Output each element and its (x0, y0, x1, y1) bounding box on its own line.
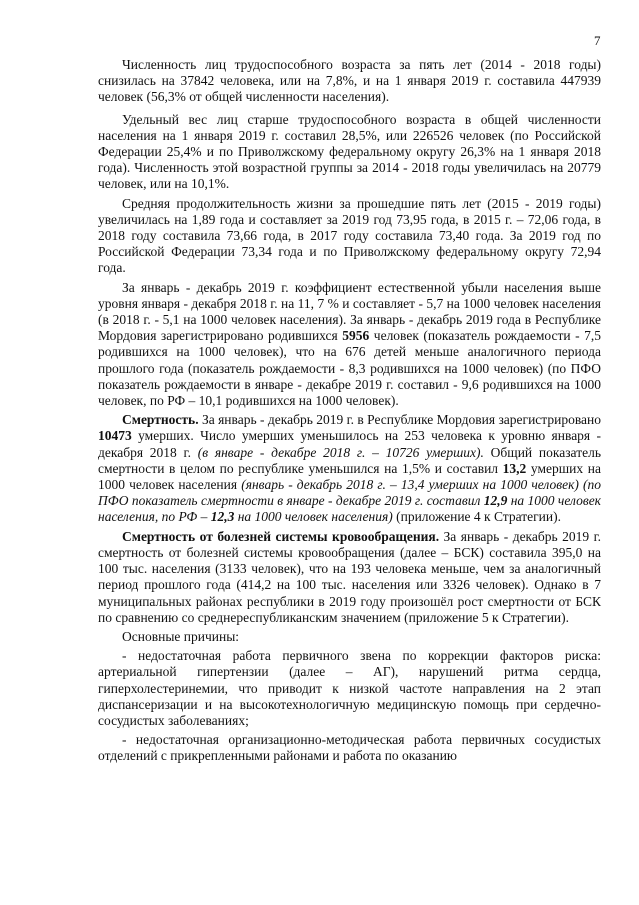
list-item-vascular-departments: - недостаточная организационно-методическая работа первичных сосудистых отделений с прикрепленными районами и работа по оказанию (98, 732, 601, 764)
pfo-mortality-rate: 12,9 (483, 493, 508, 509)
paragraph-mortality (98, 412, 601, 525)
text-run: За январь - декабрь 2019 г. коэффициент естественной убыли населения выше уровня января - декабря 2018 г. на 11, 7 % и составляет - 5,7 на 1000 человек населения (в 2018 г. - 5,1 на 1000 человек населения). За январь - декабрь 2019 года в Республике Мордовия зарегистрировано родившихся (98, 279, 601, 344)
page-number: 7 (594, 33, 601, 48)
paragraph-natural-decrease (98, 280, 601, 410)
circulatory-heading: Смертность от болезней системы кровообращения. (122, 528, 440, 544)
births-count: 5956 (342, 328, 370, 344)
paragraph-circulatory-mortality (98, 529, 601, 626)
mortality-rate: 13,2 (502, 460, 527, 476)
italic-run: на 1000 человек населения) (234, 509, 393, 525)
paragraph-main-causes: Основные причины: (122, 628, 240, 644)
text-run: (приложение 4 к Стратегии). (392, 509, 562, 525)
italic-run: на 1000 человек населения, по РФ – (98, 493, 601, 525)
text-run: человек (показатель рождаемости - 7,5 родившихся на 1000 человек), что на 676 детей меньше аналогичного периода прошлого года (показатель рождаемости - 8,3 родившихся на 1000 человек) (по ПФО показатель рождаемости в январе - декабре 2019 г. составил - 9,6 родившихся на 1000 человек, по РФ – 10,1 родившихся на 1000 человек). (98, 328, 602, 409)
rf-mortality-rate: 12,3 (210, 509, 235, 525)
text-run: умерших на 1000 человек населения (98, 460, 601, 493)
list-item-primary-care: - недостаточная работа первичного звена по коррекции факторов риска: артериальной гипертензии (далее – АГ), нарушений ритма сердца, гиперхолестеринемии, что приводит к низкой частоте направления на 2 этап диспансеризации и на высокотехнологичную медицинскую помощь при сердечно-сосудистых заболеваниях; (98, 648, 601, 728)
paragraph-life-expectancy: Средняя продолжительность жизни за прошедшие пять лет (2015 - 2019 годы) увеличилась на 1,89 года и составляет за 2019 год 73,95 года, в 2015 г. – 72,06 года, в 2018 году составила 73,66 года, в 2017 году составила 73,40 года. За 2019 год по Российской Федерации 73,34 года и по Приволжскому федеральному округу 72,94 года. (98, 195, 601, 276)
italic-run: (январь - декабрь 2018 г. – 13,4 умерших на 1000 человек) (по ПФО показатель смертности в январе - декабре 2019 г. составил (98, 477, 601, 509)
italic-run: (в январе - декабре 2018 г. – 10726 умерших). (197, 444, 484, 460)
paragraph-elderly-share: Удельный вес лиц старше трудоспособного возраста в общей численности населения на 1 января 2019 г. составил 28,5%, или 226526 человек (по Российской Федерации 25,4% и по Приволжскому федеральному округу 26,3% на 1 января 2018 года). Численность этой возрастной группы за 2014 - 2018 годы увеличилась на 20779 человек, или на 10,1%. (98, 111, 601, 192)
mortality-heading: Смертность. (122, 412, 199, 428)
paragraph-working-age: Численность лиц трудоспособного возраста за пять лет (2014 - 2018 годы) снизилась на 37842 человека, или на 7,8%, и на 1 января 2019 г. составила 447939 человек (56,3% от общей численности населения). (98, 57, 601, 105)
deaths-count: 10473 (98, 428, 132, 444)
text-run: Общий показатель смертности в целом по республике уменьшился на 1,5% и составил (98, 444, 601, 476)
text-run: За январь - декабрь 2019 г. в Республике Мордовия зарегистрировано (198, 412, 601, 428)
text-run: умерших. Число умерших уменьшилось на 253 человека к уровню января - декабря 2018 г. (98, 428, 601, 460)
document-body (98, 57, 601, 768)
text-run: За январь - декабрь 2019 г. смертность от болезней системы кровообращения (далее – БСК) составила 395,0 на 100 тыс. населения (3133 человек), что на 193 человека меньше, чем за аналогичный период прошлого года (414,2 на 100 тыс. населения или 3326 человек). Однако в 7 муниципальных районах республики в 2019 году произошёл рост смертности от БСК по сравнению со среднереспубликанским значением (приложение 5 к Стратегии). (98, 528, 601, 625)
